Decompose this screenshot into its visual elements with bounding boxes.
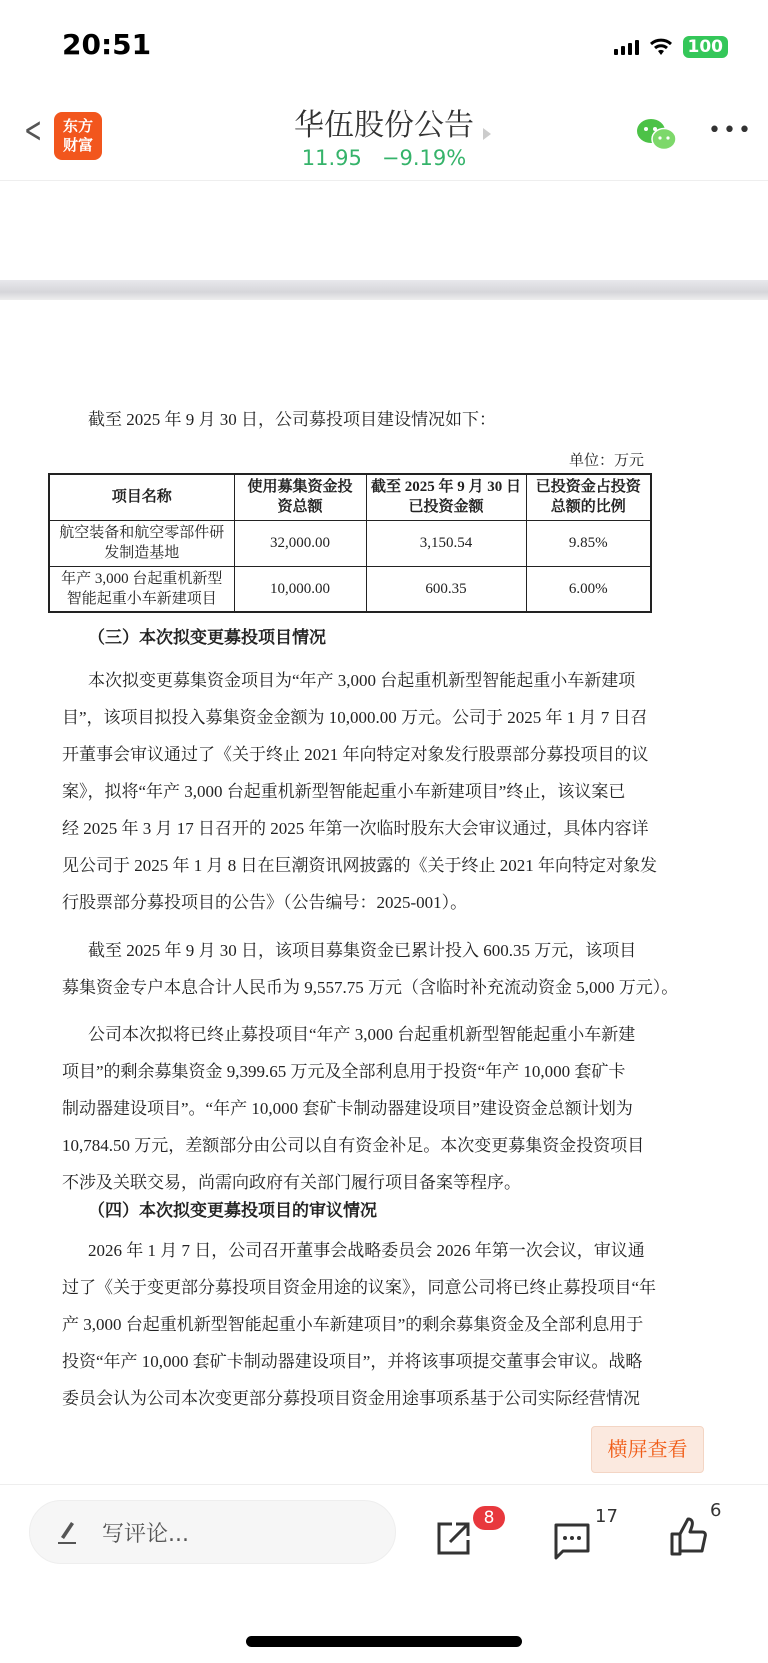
cell-name: 年产 3,000 台起重机新型 智能起重小车新建项目 <box>49 566 234 612</box>
caret-right-icon[interactable] <box>483 128 491 140</box>
comment-count: 17 <box>595 1506 618 1527</box>
stock-change: −9.19% <box>381 146 467 170</box>
status-time: 20:51 <box>62 28 152 61</box>
paragraph-line: 开董事会审议通过了《关于终止 2021 年向特定对象发行股票部分募投项目的议 <box>62 745 649 764</box>
section-heading: （三）本次拟变更募投项目情况 <box>88 628 326 647</box>
paragraph-line: 过了《关于变更部分募投项目资金用途的议案》，同意公司将已终止募投项目“年 <box>62 1278 657 1297</box>
cell-invested: 3,150.54 <box>366 520 526 566</box>
investment-table <box>48 473 652 613</box>
table-header-row <box>49 474 651 520</box>
col-header-invested: 截至 2025 年 9 月 30 日 已投资金额 <box>366 474 526 520</box>
like-count: 6 <box>710 1500 722 1521</box>
divider <box>0 180 768 181</box>
wifi-icon <box>649 38 673 56</box>
col-header-total: 使用募集资金投 资总额 <box>234 474 366 520</box>
like-icon[interactable] <box>669 1516 707 1556</box>
paragraph-line: 本次拟变更募集资金项目为“年产 3,000 台起重机新型智能起重小车新建项 <box>88 671 636 690</box>
app-logo: 东方 财富 <box>54 112 102 160</box>
paragraph-line: 案》，拟将“年产 3,000 台起重机新型智能起重小车新建项目”终止，该议案已 <box>62 782 626 801</box>
back-button[interactable]: < <box>24 110 43 151</box>
paragraph-line: 目”，该项目拟投入募集资金金额为 10,000.00 万元。公司于 2025 年 1 月 7 日召 <box>62 708 648 727</box>
more-options-icon[interactable]: ••• <box>708 118 753 143</box>
wechat-share-icon[interactable] <box>636 118 678 152</box>
cell-total: 32,000.00 <box>234 520 366 566</box>
paragraph-line: 产 3,000 台起重机新型智能起重小车新建项目”的剩余募集资金及全部利息用于 <box>62 1315 644 1334</box>
cell-total: 10,000.00 <box>234 566 366 612</box>
paragraph-line: 公司本次拟将已终止募投项目“年产 3,000 台起重机新型智能起重小车新建 <box>88 1025 636 1044</box>
stock-price: 11.95 <box>301 146 362 170</box>
home-indicator[interactable] <box>246 1636 522 1647</box>
share-icon[interactable] <box>436 1520 472 1556</box>
cell-invested: 600.35 <box>366 566 526 612</box>
page-title[interactable]: 华伍股份公告 <box>294 108 474 143</box>
table-row <box>49 520 651 566</box>
page-separator <box>0 280 768 300</box>
unit-label: 单位：万元 <box>568 453 644 469</box>
status-icons <box>614 36 729 58</box>
col-header-ratio: 已投资金占投资 总额的比例 <box>526 474 651 520</box>
table-row <box>49 566 651 612</box>
paragraph-line: 制动器建设项目”。“年产 10,000 套矿卡制动器建设项目”建设资金总额计划为 <box>62 1099 633 1118</box>
pencil-icon <box>56 1519 78 1545</box>
paragraph-line: 募集资金专户本息合计人民币为 9,557.75 万元（含临时补充流动资金 5,000 万元）。 <box>62 978 679 997</box>
signal-icon <box>614 40 639 55</box>
comment-placeholder: 写评论... <box>102 1521 189 1547</box>
share-badge: 8 <box>473 1506 505 1530</box>
paragraph-line: 不涉及关联交易，尚需向政府有关部门履行项目备案等程序。 <box>62 1173 521 1192</box>
cell-ratio: 9.85% <box>526 520 651 566</box>
comment-icon[interactable] <box>553 1522 591 1560</box>
col-header-name: 项目名称 <box>49 474 234 520</box>
paragraph-line: 经 2025 年 3 月 17 日召开的 2025 年第一次临时股东大会审议通过，具体内容详 <box>62 819 649 838</box>
paragraph-line: 2026 年 1 月 7 日，公司召开董事会战略委员会 2026 年第一次会议，审议通 <box>88 1241 645 1260</box>
divider <box>0 1484 768 1485</box>
landscape-view-button[interactable]: 横屏查看 <box>591 1426 704 1473</box>
cell-name: 航空装备和航空零部件研 发制造基地 <box>49 520 234 566</box>
intro-text: 截至 2025 年 9 月 30 日，公司募投项目建设情况如下： <box>88 410 496 429</box>
comment-input[interactable] <box>29 1500 396 1564</box>
paragraph-line: 10,784.50 万元，差额部分由公司以自有资金补足。本次变更募集资金投资项目 <box>62 1136 645 1155</box>
paragraph-line: 截至 2025 年 9 月 30 日，该项目募集资金已累计投入 600.35 万元，该项目 <box>88 941 637 960</box>
paragraph-line: 行股票部分募投项目的公告》（公告编号：2025-001）。 <box>62 893 468 912</box>
paragraph-line: 见公司于 2025 年 1 月 8 日在巨潮资讯网披露的《关于终止 2021 年向特定对象发 <box>62 856 657 875</box>
cell-ratio: 6.00% <box>526 566 651 612</box>
paragraph-line: 委员会认为公司本次变更部分募投项目资金用途事项系基于公司实际经营情况 <box>62 1389 640 1408</box>
paragraph-line: 项目”的剩余募集资金 9,399.65 万元及全部利息用于投资“年产 10,000 套矿卡 <box>62 1062 626 1081</box>
battery-indicator: 100 <box>683 36 729 58</box>
paragraph-line: 投资“年产 10,000 套矿卡制动器建设项目”，并将该事项提交董事会审议。战略 <box>62 1352 643 1371</box>
section-heading: （四）本次拟变更募投项目的审议情况 <box>88 1201 377 1220</box>
